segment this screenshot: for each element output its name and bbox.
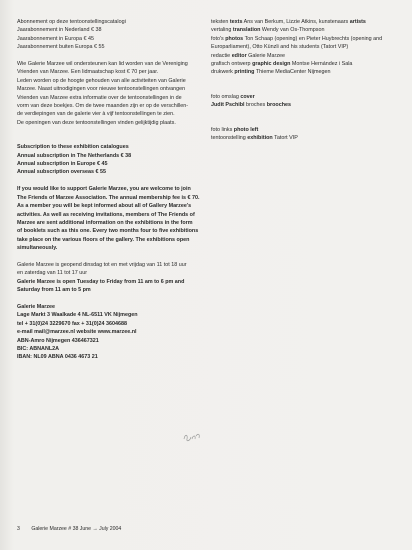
text-line: Galerie Marzee xyxy=(17,303,56,310)
address-block xyxy=(17,303,202,362)
dutch-friends-block xyxy=(17,60,202,127)
text-line: The Friends of Marzee Association. The annual membership fee is € 70. xyxy=(17,194,200,201)
text-line: e-mail mail@marzee.nl website www.marzee.nl xyxy=(17,329,137,336)
credit-line: grafisch ontwerp graphic design Montse Hernández i Sala xyxy=(211,61,353,68)
text-line: Abonnement op deze tentoonstellingscatalogi xyxy=(17,19,126,25)
pencil-scribble-icon xyxy=(181,430,203,444)
text-line: de verdiepingen van de galerie vier à vijf tentoonstellingen te zien. xyxy=(17,111,175,118)
text-line: Jaarabonnement buiten Europa € 55 xyxy=(17,44,105,51)
english-subscription-block xyxy=(17,143,202,177)
text-line: vorm van deze boekjes. Om de twee maanden zijn er op de verschillen- xyxy=(17,103,189,110)
text-line: IBAN: NL09 ABNA 0436 4673 21 xyxy=(17,354,98,361)
left-column xyxy=(17,18,202,362)
text-line: Vrienden van Marzee. Een lidmaatschap kost € 70 per jaar. xyxy=(17,69,159,76)
text-line: De openingen van deze tentoonstellingen vinden gelijktijdig plaats. xyxy=(17,119,176,126)
text-line: If you would like to support Galerie Marzee, you are welcome to join xyxy=(17,186,191,193)
credits-block xyxy=(211,18,401,77)
text-line: Leden worden op de hoogte gehouden van alle activiteiten van Galerie xyxy=(17,77,186,84)
text-line: en zaterdag van 11 tot 17 uur xyxy=(17,270,88,277)
cover-credit-block xyxy=(211,93,401,110)
text-line: Vrienden van Marzee extra informatie over de tentoonstellingen in de xyxy=(17,94,182,101)
text-line: of booklets such as this one. Every two months four to five exhibitions xyxy=(17,228,199,235)
dutch-subscription-block xyxy=(17,18,202,52)
text-line: Marzee are sent additional information on the exhibitions in the form xyxy=(17,219,193,226)
text-line: As a member you will be kept informed about all of Gallery Marzee's xyxy=(17,203,192,210)
text-line: BIC: ABNANL2A xyxy=(17,345,60,352)
credit-line: Judit Pschibl broches brooches xyxy=(211,102,291,109)
credit-line: foto omslag cover xyxy=(211,93,255,100)
credit-line: teksten texts Ans van Berkum, Lizzie Atkins, kunstenaars artists xyxy=(211,19,366,25)
footer-text: Galerie Marzee # 38 June → July 2004 xyxy=(31,526,122,532)
text-line: Galerie Marzee is open Tuesday to Friday from 11 am to 6 pm and xyxy=(17,278,185,285)
text-line: Subscription to these exhibition catalogues xyxy=(17,144,129,151)
text-line: Annual subscription in Europe € 45 xyxy=(17,161,108,168)
text-line: Wie Galerie Marzee wil ondersteunen kan lid worden van de Vereniging xyxy=(17,61,188,68)
text-line: Jaarabonnement in Europa € 45 xyxy=(17,35,95,42)
page-number: 3 xyxy=(17,526,20,532)
text-line: tel + 31(0)24 3229670 fax + 31(0)24 3604688 xyxy=(17,320,127,327)
text-line: activities. As well as receiving invitations, members of The Friends of xyxy=(17,211,195,218)
credit-line: foto's photos Ton Schaap (opening) en Pieter Huybrechts (opening and xyxy=(211,35,383,42)
text-line: Annual subscription overseas € 55 xyxy=(17,169,106,176)
text-line: Marzee. Naast uitnodigingen voor nieuwe tentoonstellingen ontvangen xyxy=(17,86,186,93)
text-line: simultaneously. xyxy=(17,245,58,252)
text-line: Galerie Marzee is geopend dinsdag tot en met vrijdag van 11 tot 18 uur xyxy=(17,261,187,268)
right-column xyxy=(211,18,401,142)
photo-left-credit-block xyxy=(211,126,401,143)
credit-line: redactie editor Galerie Marzee xyxy=(211,52,286,59)
text-line: Annual subscription in The Netherlands € 38 xyxy=(17,152,132,159)
opening-hours-block xyxy=(17,261,202,295)
credit-line: drukwerk printing Thieme MediaCenter Nijmegen xyxy=(211,69,331,76)
credit-line: vertaling translation Wendy van Os-Thompson xyxy=(211,27,325,34)
credit-line: tentoonstelling exhibition Tatort VIP xyxy=(211,135,298,142)
english-friends-block xyxy=(17,185,202,252)
text-line: take place on the various floors of the gallery. The exhibitions open xyxy=(17,236,190,243)
page-footer xyxy=(17,526,121,532)
text-line: ABN-Amro Nijmegen 436467321 xyxy=(17,337,99,344)
text-line: Saturday from 11 am to 5 pm xyxy=(17,287,91,294)
text-line: Jaarabonnement in Nederland € 38 xyxy=(17,27,102,34)
credit-line: Europarliament), Otto Künzli and his students (Tatort VIP) xyxy=(211,44,349,51)
text-line: Lage Markt 3 Waalkade 4 NL-6511 VK Nijmegen xyxy=(17,312,138,319)
credit-line: foto links photo left xyxy=(211,126,259,133)
